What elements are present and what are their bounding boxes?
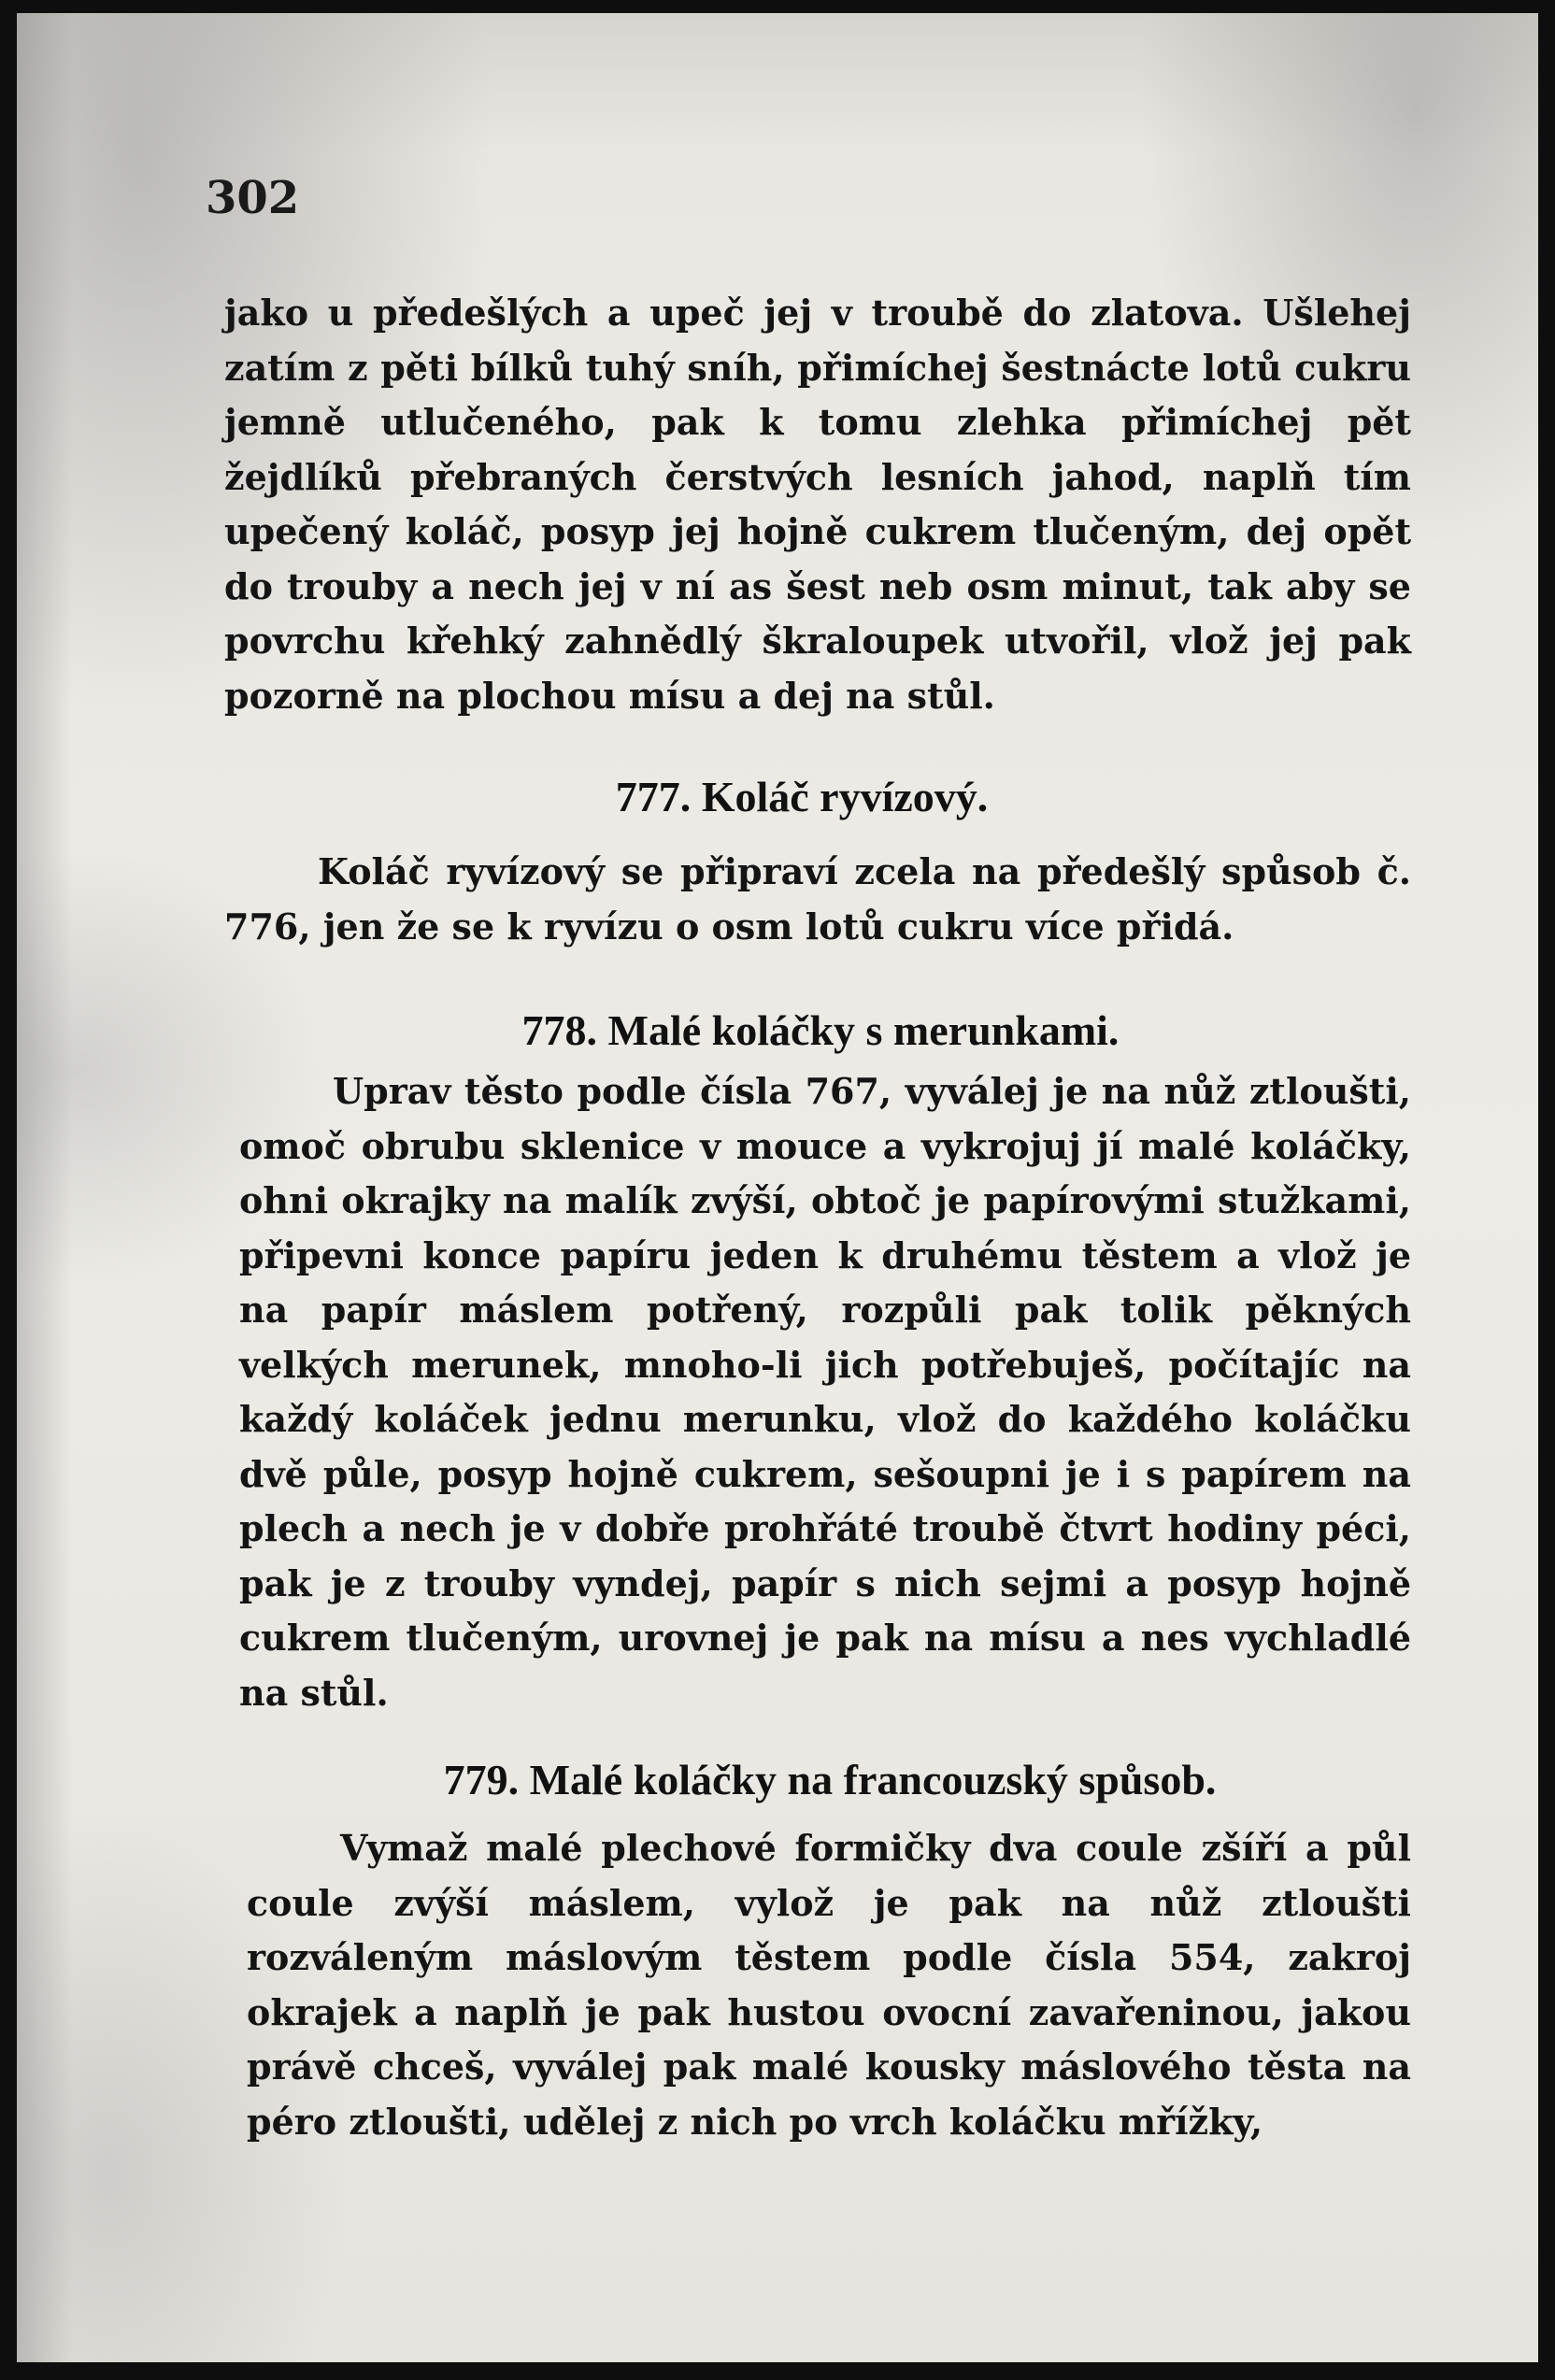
recipe-heading-778: 778. Malé koláčky s merunkami. [521,1006,1120,1054]
recipe-paragraph-778: Uprav těsto podle čísla 767, vyválej je na nůž ztloušti, omoč obrubu sklenice v mouce a vykrojuj jí malé koláčky, ohni okrajky na malík zvýší, obtoč je papírovými stužkami, připevni konce papíru jeden k druhému těstem a vlož je na papír máslem potřený, rozpůli pak tolik pěkných velkých merunek, mnoho-li jich potřebuješ, počítajíc na každý koláček jednu merunku, vlož do každého koláčku dvě půle, posyp hojně cukrem, sešoupni je i s papírem na plech a nech je v dobře prohřáté troubě čtvrt hodiny péci, pak je z trouby vyndej, papír s nich sejmi a posyp hojně cukrem tlučeným, urovnej je pak na mísu a nes vychladlé na stůl. [239,1070,1411,1714]
page-gutter-shadow [17,13,73,2362]
paragraph-continuation: jako u předešlých a upeč jej v troubě do zlatova. Ušlehej zatím z pěti bílků tuhý sníh, přimíchej šestnácte lotů cukru jemně utlučeného, pak k tomu zlehka přimíchej pět žejdlíků přebraných čerstvých lesních jahod, naplň tím upečený koláč, posyp jej hojně cukrem tlučeným, dej opět do trouby a nech jej v ní as šest neb osm minut, tak aby se povrchu křehký zahnědlý škraloupek utvořil, vlož jej pak pozorně na plochou mísu a dej na stůl. [224,292,1411,717]
page-number: 302 [206,172,300,224]
book-page [17,13,1538,2362]
recipe-paragraph-779: Vymaž malé plechové formičky dva coule zšíří a půl coule zvýší máslem, vylož je pak na nůž ztloušti rozváleným máslovým těstem podle čísla 554, zakroj okrajek a naplň je pak hustou ovocní zavařeninou, jakou právě chceš, vyválej pak malé kousky máslového těsta na péro ztloušti, udělej z nich po vrch koláčku mřížky, [247,1827,1411,2143]
recipe-heading-779: 779. Malé koláčky na francouzský spůsob. [443,1756,1217,1803]
recipe-heading-777: 777. Koláč ryvízový. [615,773,989,820]
recipe-paragraph-777: Koláč ryvízový se připraví zcela na předešlý spůsob č. 776, jen že se k ryvízu o osm lotů cukru více přidá. [224,850,1411,948]
